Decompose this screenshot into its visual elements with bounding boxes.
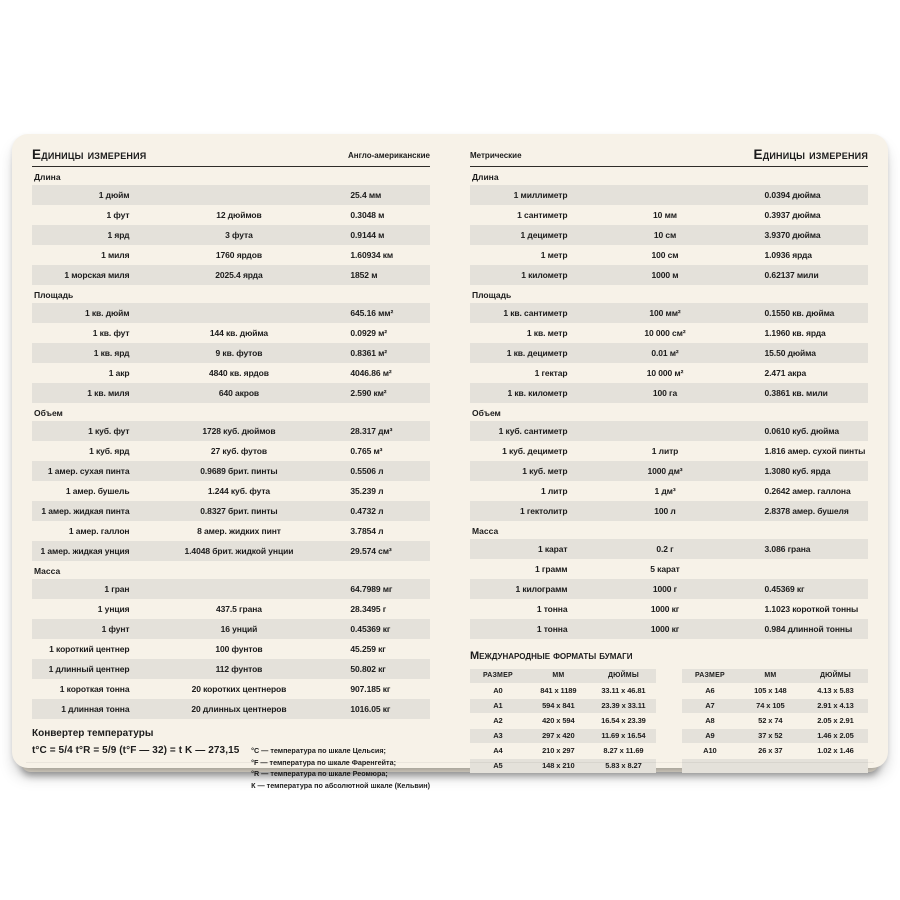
table-cell: 1852 м (350, 270, 378, 280)
paper-column-header: ДЮЙМЫ (819, 672, 851, 679)
table-cell: 144 кв. дюйма (209, 328, 269, 338)
paper-table-header-row (470, 669, 656, 683)
table-row (470, 363, 868, 383)
paper-table-cell: 210 x 297 (542, 746, 575, 755)
paper-table-row (682, 684, 868, 698)
paper-table-cell: 148 x 210 (542, 761, 575, 770)
table-cell: 1 куб. ярд (89, 446, 130, 456)
paper-column-header: ММ (764, 672, 777, 679)
paper-table-cell: 16.54 x 23.39 (601, 716, 646, 725)
table-row (32, 185, 430, 205)
table-cell: 1 гектолитр (519, 506, 568, 516)
paper-formats (470, 650, 868, 774)
table-cell: 16 унций (220, 624, 258, 634)
table-cell: 8 амер. жидких пинт (197, 526, 281, 536)
paper-table-cell: 23.39 x 33.11 (601, 701, 646, 710)
paper-table-cell: 4.13 x 5.83 (817, 686, 854, 695)
table-row (32, 619, 430, 639)
table-cell: 645.16 мм² (350, 308, 394, 318)
table-cell: 20 коротких центнеров (191, 684, 287, 694)
table-cell: 1 амер. сухая пинта (47, 466, 130, 476)
table-cell: 0.8361 м² (350, 348, 387, 358)
table-cell: 1 куб. сантиметр (498, 426, 568, 436)
page-subtitle-metric: Метрические (470, 151, 522, 160)
table-row (32, 679, 430, 699)
paper-table-cell (738, 759, 803, 773)
table-cell: 2.590 км² (350, 388, 387, 398)
table-cell: 1 гектар (534, 368, 568, 378)
table-cell: 25.4 мм (350, 190, 382, 200)
table-cell: 2.471 акра (764, 368, 807, 378)
table-row (470, 579, 868, 599)
paper-table-row (470, 729, 656, 743)
table-cell: 28.317 дм³ (350, 426, 393, 436)
paper-table-row (682, 729, 868, 743)
section-label: Длина (34, 172, 61, 182)
table-row (470, 461, 868, 481)
table-cell: 1 амер. бушель (65, 486, 130, 496)
table-cell: 0.2642 амер. галлона (764, 486, 851, 496)
paper-table-cell: A6 (705, 686, 715, 695)
table-cell: 1 короткая тонна (59, 684, 130, 694)
table-cell: 1 карат (538, 544, 568, 554)
table-cell: 27 куб. футов (210, 446, 267, 456)
page-title: Единицы измерения (753, 147, 868, 162)
unit-sections-anglo-american (32, 173, 430, 719)
paper-table-cell: 297 x 420 (542, 731, 575, 740)
table-cell: 100 мм² (649, 308, 681, 318)
table-cell: 4840 кв. ярдов (209, 368, 269, 378)
table-cell: 1 миллиметр (513, 190, 568, 200)
table-cell: 15.50 дюйма (764, 348, 816, 358)
table-cell: 1 длинная тонна (61, 704, 130, 714)
table-cell: 1000 дм³ (647, 466, 683, 476)
table-cell: 1 куб. дециметр (502, 446, 568, 456)
table-cell: 1 килограмм (515, 584, 568, 594)
table-cell: 1 кв. ярд (93, 348, 130, 358)
table-cell: 1.1960 кв. ярда (764, 328, 826, 338)
paper-column-header: ММ (552, 672, 565, 679)
table-row (470, 185, 868, 205)
table-cell: 3 фута (225, 230, 253, 240)
page-metric (450, 134, 888, 768)
table-cell: 1 унция (97, 604, 130, 614)
paper-table-row (470, 744, 656, 758)
table-cell: 0.5506 л (350, 466, 384, 476)
table-cell: 0.3937 дюйма (764, 210, 821, 220)
section-label: Площадь (34, 290, 74, 300)
table-cell: 1.0936 ярда (764, 250, 812, 260)
paper-table-cell: A2 (493, 716, 503, 725)
table-row (470, 599, 868, 619)
table-cell: 64.7989 мг (350, 584, 393, 594)
paper-table-cell: 841 x 1189 (540, 686, 577, 695)
table-cell: 1 километр (521, 270, 568, 280)
table-cell: 0.0929 м² (350, 328, 387, 338)
table-cell: 0.1550 кв. дюйма (764, 308, 835, 318)
table-cell: 1 кв. метр (526, 328, 568, 338)
table-cell: 4046.86 м² (350, 368, 392, 378)
section-anglo-3 (32, 567, 430, 719)
table-row (470, 205, 868, 225)
table-cell: 0.3048 м (350, 210, 385, 220)
table-row (32, 659, 430, 679)
table-cell: 1 кв. километр (507, 388, 568, 398)
temperature-converter-body (32, 745, 430, 791)
table-cell: 907.185 кг (350, 684, 391, 694)
table-row (32, 699, 430, 719)
measurement-units-spread (12, 134, 888, 790)
paper-table-cell: 33.11 x 46.81 (601, 686, 646, 695)
paper-formats-tables (470, 669, 868, 774)
temperature-formula: t°C = 5/4 t°R = 5/9 (t°F — 32) = t K — 273,15 (32, 745, 240, 756)
table-cell: 1000 кг (650, 624, 680, 634)
table-row (32, 265, 430, 285)
table-cell: 0.9144 м (350, 230, 385, 240)
table-cell: 1728 куб. дюймов (202, 426, 276, 436)
table-cell: 1 кв. дециметр (506, 348, 568, 358)
paper-table-row (470, 759, 656, 773)
table-cell: 1 тонна (536, 604, 568, 614)
table-cell: 20 длинных центнеров (191, 704, 287, 714)
table-cell: 1 кв. сантиметр (503, 308, 568, 318)
table-cell: 29.574 см³ (350, 546, 392, 556)
table-cell: 112 фунтов (215, 664, 263, 674)
section-metric-3 (470, 527, 868, 639)
table-cell: 1.4048 брит. жидкой унции (184, 546, 294, 556)
paper-table-header-row (682, 669, 868, 683)
table-row (470, 343, 868, 363)
page-anglo-american (12, 134, 450, 790)
paper-table-cell: A0 (493, 686, 503, 695)
table-cell: 0.984 длинной тонны (764, 624, 853, 634)
table-cell: 437.5 грана (216, 604, 262, 614)
table-cell: 1 амер. жидкая пинта (41, 506, 130, 516)
table-cell: 1.244 куб. фута (207, 486, 271, 496)
table-cell: 1 амер. жидкая унция (40, 546, 130, 556)
section-metric-1 (470, 291, 868, 403)
table-row (32, 225, 430, 245)
table-cell: 1 короткий центнер (49, 644, 130, 654)
table-cell: 5 карат (650, 564, 680, 574)
paper-table-row (470, 684, 656, 698)
table-row (470, 225, 868, 245)
table-cell: 1 морская миля (64, 270, 130, 280)
paper-table-cell: 11.69 x 16.54 (601, 731, 646, 740)
table-row (32, 481, 430, 501)
paper-column-header: РАЗМЕР (482, 672, 513, 679)
paper-table-row (682, 699, 868, 713)
table-cell: 100 фунтов (215, 644, 263, 654)
table-row (32, 343, 430, 363)
page-header-left (32, 148, 430, 167)
paper-table-cell: 594 x 841 (542, 701, 575, 710)
table-cell: 1000 кг (650, 604, 680, 614)
table-cell: 50.802 кг (350, 664, 386, 674)
table-cell: 2.8378 амер. бушеля (764, 506, 849, 516)
section-label: Объем (472, 408, 501, 418)
table-cell: 1 кв. фут (92, 328, 130, 338)
table-cell (573, 185, 756, 205)
paper-table-1 (682, 669, 868, 774)
paper-table-cell: A9 (705, 731, 715, 740)
table-cell: 1 гран (104, 584, 130, 594)
table-row (470, 559, 868, 579)
paper-formats-title: Международные форматы бумаги (470, 650, 633, 662)
section-metric-0 (470, 173, 868, 285)
table-row (470, 481, 868, 501)
table-cell: 1 акр (108, 368, 130, 378)
table-cell: 1 куб. фут (88, 426, 130, 436)
page-title: Единицы измерения (32, 147, 147, 162)
paper-table-cell: 37 x 52 (758, 731, 783, 740)
section-anglo-1 (32, 291, 430, 403)
paper-column-header: ДЮЙМЫ (607, 672, 639, 679)
table-cell: 1 ярд (107, 230, 130, 240)
table-cell: 1.60934 км (350, 250, 394, 260)
table-row (470, 323, 868, 343)
table-cell: 1 миля (101, 250, 130, 260)
table-cell: 3.9370 дюйма (764, 230, 821, 240)
paper-table-row (470, 714, 656, 728)
table-cell: 1 дм³ (654, 486, 676, 496)
table-cell: 12 дюймов (216, 210, 262, 220)
table-row (470, 245, 868, 265)
table-cell: 1000 г (652, 584, 678, 594)
table-cell: 1 сантиметр (517, 210, 568, 220)
table-cell: 0.4732 л (350, 506, 384, 516)
table-row (470, 421, 868, 441)
table-cell: 10 см (653, 230, 677, 240)
table-cell (135, 579, 342, 599)
table-cell: 1 литр (540, 486, 568, 496)
table-cell: 10 мм (653, 210, 677, 220)
paper-table-cell: 1.46 x 2.05 (817, 731, 854, 740)
table-cell: 0.01 м² (651, 348, 679, 358)
table-row (470, 441, 868, 461)
table-cell: 1 кв. дюйм (85, 308, 130, 318)
table-row (32, 461, 430, 481)
paper-table-cell: 2.91 x 4.13 (817, 701, 854, 710)
table-cell: 1016.05 кг (350, 704, 391, 714)
paper-table-cell: 5.83 x 8.27 (605, 761, 642, 770)
table-cell: 1 фут (106, 210, 130, 220)
section-label: Масса (472, 526, 499, 536)
paper-table-cell: A5 (493, 761, 503, 770)
section-anglo-0 (32, 173, 430, 285)
table-cell: 1.1023 короткой тонны (764, 604, 859, 614)
paper-table-row (682, 744, 868, 758)
section-label: Площадь (472, 290, 512, 300)
table-cell: 1 дециметр (520, 230, 568, 240)
table-cell (135, 303, 342, 323)
table-cell: 3.7854 л (350, 526, 384, 536)
table-cell: 1 фунт (101, 624, 130, 634)
table-row (32, 579, 430, 599)
unit-sections-metric (470, 173, 868, 639)
table-cell: 0.62137 мили (764, 270, 819, 280)
table-cell: 1 литр (651, 446, 679, 456)
table-cell: 1 амер. галлон (68, 526, 130, 536)
table-cell: 1 кв. миля (87, 388, 130, 398)
paper-table-cell: A7 (705, 701, 715, 710)
page-header-right (470, 148, 868, 167)
table-cell: 0.45369 кг (350, 624, 391, 634)
table-cell: 2025.4 ярда (215, 270, 263, 280)
table-cell: 100 см (651, 250, 679, 260)
paper-table-cell: 26 x 37 (758, 746, 783, 755)
table-cell: 1 метр (540, 250, 568, 260)
paper-table-cell: A8 (705, 716, 715, 725)
temperature-legend (251, 745, 430, 791)
page-subtitle-anglo-american: Англо-американские (348, 151, 430, 160)
temperature-legend-line: К — температура по абсолютной шкале (Кельвин) (251, 780, 430, 790)
table-cell: 0.8327 брит. пинты (200, 506, 278, 516)
table-cell: 1 тонна (536, 624, 568, 634)
section-label: Масса (34, 566, 61, 576)
table-row (470, 539, 868, 559)
paper-table-cell: A3 (493, 731, 503, 740)
paper-table-cell: A4 (493, 746, 503, 755)
paper-table-cell: A1 (493, 701, 503, 710)
section-anglo-2 (32, 409, 430, 561)
section-label: Длина (472, 172, 499, 182)
table-cell: 0.45369 кг (764, 584, 805, 594)
paper-table-cell: 74 x 105 (756, 701, 785, 710)
table-cell: 0.0610 куб. дюйма (764, 426, 839, 436)
table-cell: 0.2 г (656, 544, 674, 554)
table-row (32, 383, 430, 403)
temperature-legend-line: °R — температура по шкале Реомюра; (251, 769, 388, 778)
table-cell: 1 длинный центнер (48, 664, 130, 674)
section-metric-2 (470, 409, 868, 521)
table-row (32, 501, 430, 521)
table-cell: 45.259 кг (350, 644, 386, 654)
table-row (32, 441, 430, 461)
table-cell (135, 185, 342, 205)
table-cell: 28.3495 г (350, 604, 387, 614)
table-row (470, 383, 868, 403)
table-cell: 1760 ярдов (215, 250, 262, 260)
paper-table-cell: 105 x 148 (754, 686, 787, 695)
temperature-legend-line: °C — температура по шкале Цельсия; (251, 746, 386, 755)
paper-table-cell (682, 759, 738, 773)
table-cell: 0.3861 кв. мили (764, 388, 828, 398)
table-cell: 100 л (654, 506, 676, 516)
table-row (32, 421, 430, 441)
table-row (32, 599, 430, 619)
table-cell: 100 га (652, 388, 678, 398)
table-cell: 10 000 м² (646, 368, 684, 378)
table-row (32, 541, 430, 561)
table-row (32, 205, 430, 225)
table-cell (573, 421, 756, 441)
table-row (32, 245, 430, 265)
table-row (470, 265, 868, 285)
table-cell: 1 куб. метр (522, 466, 568, 476)
table-cell: 3.086 грана (764, 544, 811, 554)
paper-table-row (682, 759, 868, 773)
table-row (32, 323, 430, 343)
paper-table-cell (803, 759, 868, 773)
paper-table-cell: 8.27 x 11.69 (603, 746, 644, 755)
table-cell: 35.239 л (350, 486, 384, 496)
temperature-converter (32, 728, 430, 791)
table-cell: 1.3080 куб. ярда (764, 466, 831, 476)
table-cell (757, 559, 868, 579)
table-row (470, 619, 868, 639)
temperature-converter-title: Конвертер температуры (32, 728, 154, 739)
table-cell: 1.816 амер. сухой пинты (764, 446, 866, 456)
paper-column-header: РАЗМЕР (694, 672, 725, 679)
table-row (32, 303, 430, 323)
temperature-legend-line: °F — температура по шкале Фаренгейта; (251, 757, 396, 767)
paper-table-cell: 2.05 x 2.91 (817, 716, 854, 725)
paper-table-cell: A10 (703, 746, 717, 755)
paper-table-cell: 1.02 x 1.46 (817, 746, 854, 755)
table-cell: 1 дюйм (98, 190, 130, 200)
table-cell: 640 акров (218, 388, 260, 398)
table-cell: 0.0394 дюйма (764, 190, 821, 200)
table-cell: 9 кв. футов (215, 348, 263, 358)
paper-table-0 (470, 669, 656, 774)
table-row (32, 639, 430, 659)
paper-table-row (682, 714, 868, 728)
table-cell: 10 000 см² (644, 328, 686, 338)
paper-table-cell: 420 x 594 (542, 716, 575, 725)
paper-table-cell: 52 x 74 (758, 716, 783, 725)
table-row (32, 521, 430, 541)
table-cell: 1 грамм (535, 564, 568, 574)
table-row (32, 363, 430, 383)
table-cell: 0.9689 брит. пинты (200, 466, 278, 476)
table-row (470, 303, 868, 323)
section-label: Объем (34, 408, 63, 418)
table-row (470, 501, 868, 521)
table-cell: 1000 м (651, 270, 679, 280)
table-cell: 0.765 м³ (350, 446, 383, 456)
paper-table-row (470, 699, 656, 713)
